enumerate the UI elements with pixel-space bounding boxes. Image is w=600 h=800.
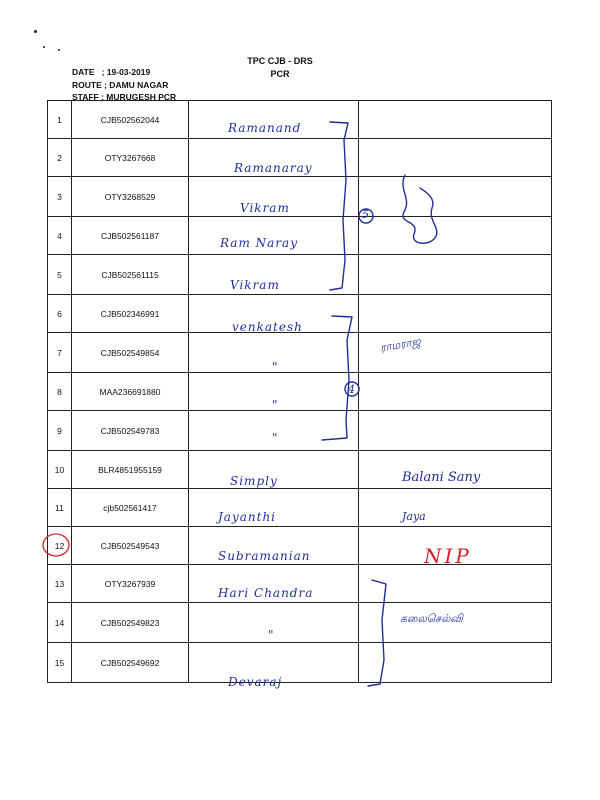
table-row xyxy=(48,489,552,527)
table-row xyxy=(48,177,552,217)
table-row xyxy=(48,373,552,411)
route-line: ROUTE ; DAMU NAGAR xyxy=(72,79,169,90)
row-number: 7 xyxy=(48,333,72,373)
handwritten-name: Devaraj xyxy=(228,675,283,689)
date-line: DATE ; 19-03-2019 xyxy=(72,67,151,77)
row-number: 15 xyxy=(48,643,72,683)
document-title xyxy=(240,55,320,81)
row-number: 4 xyxy=(48,217,72,255)
row-number: 14 xyxy=(48,603,72,643)
table-row xyxy=(48,333,552,373)
handwritten-name: " xyxy=(272,431,279,445)
handwritten-name: Ramanand xyxy=(228,121,302,135)
handwritten-name: Simply xyxy=(230,474,278,488)
consignment-code: CJB502549854 xyxy=(72,333,189,373)
row-number: 11 xyxy=(48,489,72,527)
table-row xyxy=(48,411,552,451)
consignment-code: CJB502561187 xyxy=(72,217,189,255)
remarks-cell xyxy=(359,373,552,411)
remarks-cell xyxy=(359,177,552,217)
remarks-cell xyxy=(359,411,552,451)
staff-line: STAFF ; MURUGESH PCR xyxy=(72,92,177,102)
consignment-code: CJB502549823 xyxy=(72,603,189,643)
remarks-cell xyxy=(359,255,552,295)
consignment-code: BLR4851955159 xyxy=(72,451,189,489)
consignment-code: CJB502561115 xyxy=(72,255,189,295)
remarks-cell xyxy=(359,101,552,139)
table-row xyxy=(48,603,552,643)
row-number: 1 xyxy=(48,101,72,139)
row-number: 12 xyxy=(48,527,72,565)
handwritten-name: " xyxy=(272,360,279,374)
row-number: 6 xyxy=(48,295,72,333)
receiver-signature: Balani Sany xyxy=(402,470,481,485)
consignment-code: CJB502549692 xyxy=(72,643,189,683)
remarks-cell xyxy=(359,489,552,527)
row-number: 5 xyxy=(48,255,72,295)
remarks-cell xyxy=(359,295,552,333)
table-row xyxy=(48,217,552,255)
table-row xyxy=(48,643,552,683)
row-number: 10 xyxy=(48,451,72,489)
consignment-code: MAA236691880 xyxy=(72,373,189,411)
remarks-cell xyxy=(359,139,552,177)
row-number: 13 xyxy=(48,565,72,603)
row-number: 3 xyxy=(48,177,72,217)
consignment-code: CJB502549783 xyxy=(72,411,189,451)
handwritten-name: Hari Chandra xyxy=(218,586,314,600)
remarks-cell xyxy=(359,643,552,683)
consignment-code: OTY3267668 xyxy=(72,139,189,177)
handwritten-name: " xyxy=(272,398,279,412)
consignment-code: CJB502346991 xyxy=(72,295,189,333)
handwritten-name: Vikram xyxy=(230,278,280,292)
group-count-circled: 5 xyxy=(362,208,369,221)
handwritten-name: Subramanian xyxy=(218,549,311,563)
consignment-code: OTY3268529 xyxy=(72,177,189,217)
handwritten-name: Ram Naray xyxy=(220,236,298,250)
handwritten-name: Vikram xyxy=(240,201,290,215)
title-line-1: TPC CJB - DRS xyxy=(247,56,313,66)
row-number: 2 xyxy=(48,139,72,177)
consignment-code: CJB502562044 xyxy=(72,101,189,139)
row-number: 8 xyxy=(48,373,72,411)
consignment-code: CJB502549543 xyxy=(72,527,189,565)
remarks-cell xyxy=(359,565,552,603)
handwritten-name: venkatesh xyxy=(232,320,303,334)
document-meta xyxy=(72,66,176,104)
tamil-signature: ராமராஜ xyxy=(379,334,422,355)
handwritten-name: Ramanaray xyxy=(234,161,313,175)
handwritten-name: " xyxy=(268,628,275,642)
handwritten-name: Jayanthi xyxy=(218,510,277,524)
receiver-signature: Jaya xyxy=(402,510,426,523)
group-count-circled: 4 xyxy=(348,383,355,396)
not-in-premises-mark: NIP xyxy=(424,544,472,568)
remarks-cell xyxy=(359,217,552,255)
table-row xyxy=(48,255,552,295)
tamil-signature: கலைசெல்வி xyxy=(400,612,463,625)
consignment-code: OTY3267939 xyxy=(72,565,189,603)
consignment-code: cjb502561417 xyxy=(72,489,189,527)
row-number: 9 xyxy=(48,411,72,451)
title-line-2: PCR xyxy=(270,69,290,79)
